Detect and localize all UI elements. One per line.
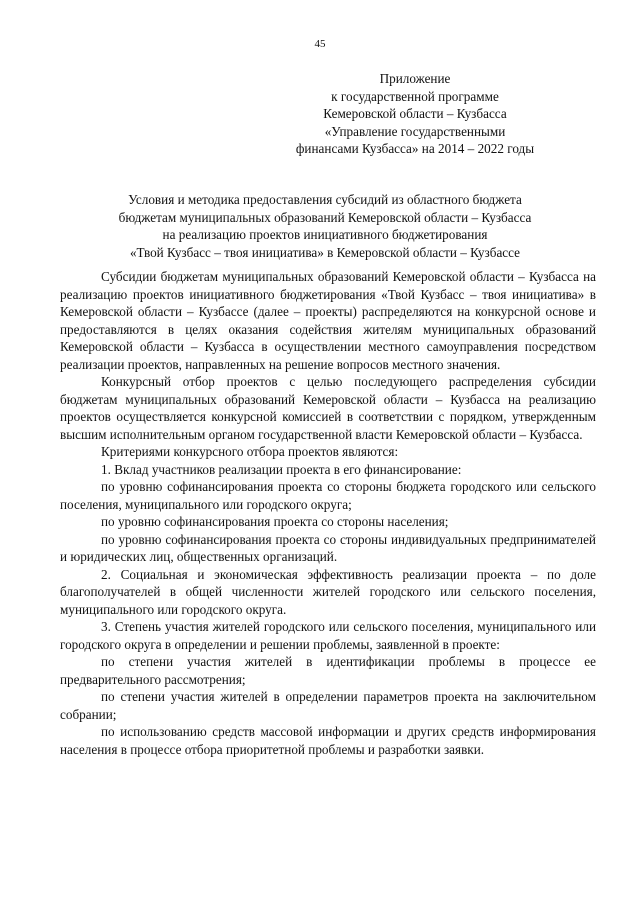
title-line: «Твой Кузбасс – твоя инициатива» в Кемеровской области – Кузбассе — [129, 244, 521, 260]
paragraph: 3. Степень участия жителей городского или сельского поселения, муниципального или городского округа в определении и решении проблемы, заявленной в проекте: — [60, 619, 596, 652]
paragraph: 1. Вклад участников реализации проекта в его финансирование: — [101, 461, 462, 477]
paragraph: по степени участия жителей в идентификации проблемы в процессе ее предварительного рассмотрения; — [60, 654, 596, 687]
appendix-line: «Управление государственными — [324, 123, 506, 139]
paragraph: по уровню софинансирования проекта со стороны населения; — [101, 514, 449, 529]
paragraph: по использованию средств массовой информации и других средств информирования населения в процессе отбора приоритетной проблемы и разработки заявки. — [60, 724, 596, 757]
appendix-line: финансами Кузбасса» на 2014 – 2022 годы — [295, 141, 535, 156]
paragraph: Конкурсный отбор проектов с целью последующего распределения субсидии бюджетам муниципальных образований Кемеровской области – Кузбасса на реализацию проектов осуществляется конкурсной комиссией в соответствии с порядком, утвержденным высшим исполнительным органом государственной власти Кемеровской области – Кузбасса. — [60, 374, 596, 442]
paragraph: по уровню софинансирования проекта со стороны индивидуальных предпринимателей и юридических лиц, общественных организаций. — [60, 531, 596, 564]
paragraph: Критериями конкурсного отбора проектов являются: — [101, 444, 399, 459]
appendix-line: Приложение — [379, 71, 451, 86]
paragraph: по уровню софинансирования проекта со стороны бюджета городского или сельского поселения, муниципального или городского округа; — [60, 479, 596, 512]
paragraph: Субсидии бюджетам муниципальных образований Кемеровской области – Кузбасса на реализацию проектов инициативного бюджетирования «Твой Кузбасс – твоя инициатива» в Кемеровской области – Кузбассе (далее – проекты) распределяются на конкурсной основе и предоставляются в целях оказания содействия жителям муниципальных образований Кемеровской области – Кузбасса в осуществлении местного самоуправления посредством реализации проектов, направленных на решение вопросов местного значения. — [60, 269, 596, 372]
document-title — [60, 191, 590, 261]
title-line: бюджетам муниципальных образований Кемеровской области – Кузбасса — [118, 209, 532, 225]
document-body — [60, 268, 596, 758]
paragraph: 2. Социальная и экономическая эффективность реализации проекта – по доле благополучателей в общей численности жителей городского или сельского поселения, муниципального или городского округа. — [60, 566, 596, 617]
page-number: 45 — [314, 38, 326, 50]
appendix-header — [250, 70, 580, 158]
title-line: на реализацию проектов инициативного бюджетирования — [162, 227, 488, 242]
paragraph: по степени участия жителей в определении параметров проекта на заключительном собрании; — [60, 689, 596, 722]
appendix-line: Кемеровской области – Кузбасса — [323, 106, 507, 121]
appendix-line: к государственной программе — [331, 88, 499, 104]
title-line: Условия и методика предоставления субсидий из областного бюджета — [128, 192, 522, 207]
